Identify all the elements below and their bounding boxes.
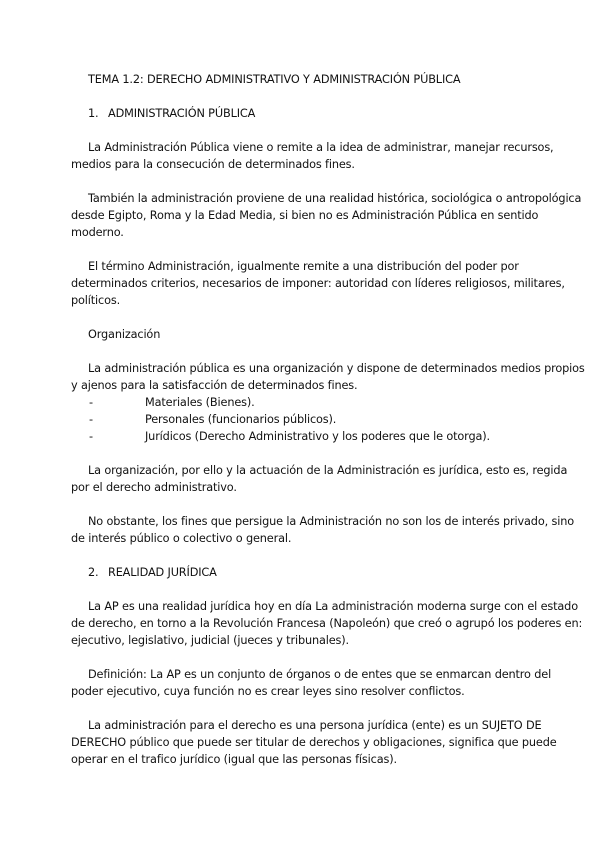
subheading-organizacion: Organización — [88, 328, 161, 341]
paragraph-2-line-3: moderno. — [71, 226, 124, 239]
paragraph-3-line-1: El término Administración, igualmente remite a una distribución del poder por — [88, 260, 519, 273]
paragraph-4-line-2: y ajenos para la satisfacción de determinados fines. — [71, 379, 358, 392]
paragraph-2-line-2: desde Egipto, Roma y la Edad Media, si bien no es Administración Pública en sentido — [71, 209, 539, 222]
list-bullet: - — [89, 396, 93, 409]
paragraph-6-line-2: de interés público o colectivo o general. — [71, 532, 292, 545]
paragraph-8-line-2: poder ejecutivo, cuya función no es crear leyes sino resolver conflictos. — [71, 685, 465, 698]
paragraph-8-line-1: Definición: La AP es un conjunto de órganos o de entes que se enmarcan dentro del — [88, 668, 552, 681]
section-2-heading: REALIDAD JURÍDICA — [108, 566, 217, 579]
paragraph-3-line-2: determinados criterios, necesarios de imponer: autoridad con líderes religiosos, militares, — [71, 277, 565, 290]
list-item: Materiales (Bienes). — [145, 396, 255, 409]
paragraph-7-line-3: ejecutivo, legislativo, judicial (jueces y tribunales). — [71, 634, 349, 647]
paragraph-9-line-3: operar en el trafico jurídico (igual que las personas físicas). — [71, 753, 397, 766]
section-1-number: 1. — [88, 107, 99, 120]
list-item: Personales (funcionarios públicos). — [145, 413, 337, 426]
paragraph-1-line-1: La Administración Pública viene o remite a la idea de administrar, manejar recursos, — [88, 141, 554, 154]
list-bullet: - — [89, 430, 93, 443]
paragraph-6-line-1: No obstante, los fines que persigue la Administración no son los de interés privado, sino — [88, 515, 574, 528]
paragraph-2-line-1: También la administración proviene de una realidad histórica, sociológica o antropológica — [88, 192, 582, 205]
paragraph-5-line-1: La organización, por ello y la actuación de la Administración es jurídica, esto es, regida — [88, 464, 568, 477]
section-1-heading: ADMINISTRACIÓN PÚBLICA — [108, 107, 256, 120]
list-item: Jurídicos (Derecho Administrativo y los poderes que le otorga). — [145, 430, 490, 443]
document-title: TEMA 1.2: DERECHO ADMINISTRATIVO Y ADMINISTRACIÓN PÚBLICA — [88, 73, 461, 86]
paragraph-4-line-1: La administración pública es una organización y dispone de determinados medios propios — [88, 362, 585, 375]
paragraph-5-line-2: por el derecho administrativo. — [71, 481, 237, 494]
paragraph-1-line-2: medios para la consecución de determinados fines. — [71, 158, 355, 171]
paragraph-9-line-1: La administración para el derecho es una persona jurídica (ente) es un SUJETO DE — [88, 719, 542, 732]
paragraph-7-line-1: La AP es una realidad jurídica hoy en día La administración moderna surge con el estado — [88, 600, 578, 613]
section-2-number: 2. — [88, 566, 99, 579]
paragraph-3-line-3: políticos. — [71, 294, 121, 307]
paragraph-9-line-2: DERECHO público que puede ser titular de derechos y obligaciones, significa que puede — [71, 736, 557, 749]
list-bullet: - — [89, 413, 93, 426]
paragraph-7-line-2: de derecho, en torno a la Revolución Francesa (Napoleón) que creó o agrupó los poderes en: — [71, 617, 583, 630]
